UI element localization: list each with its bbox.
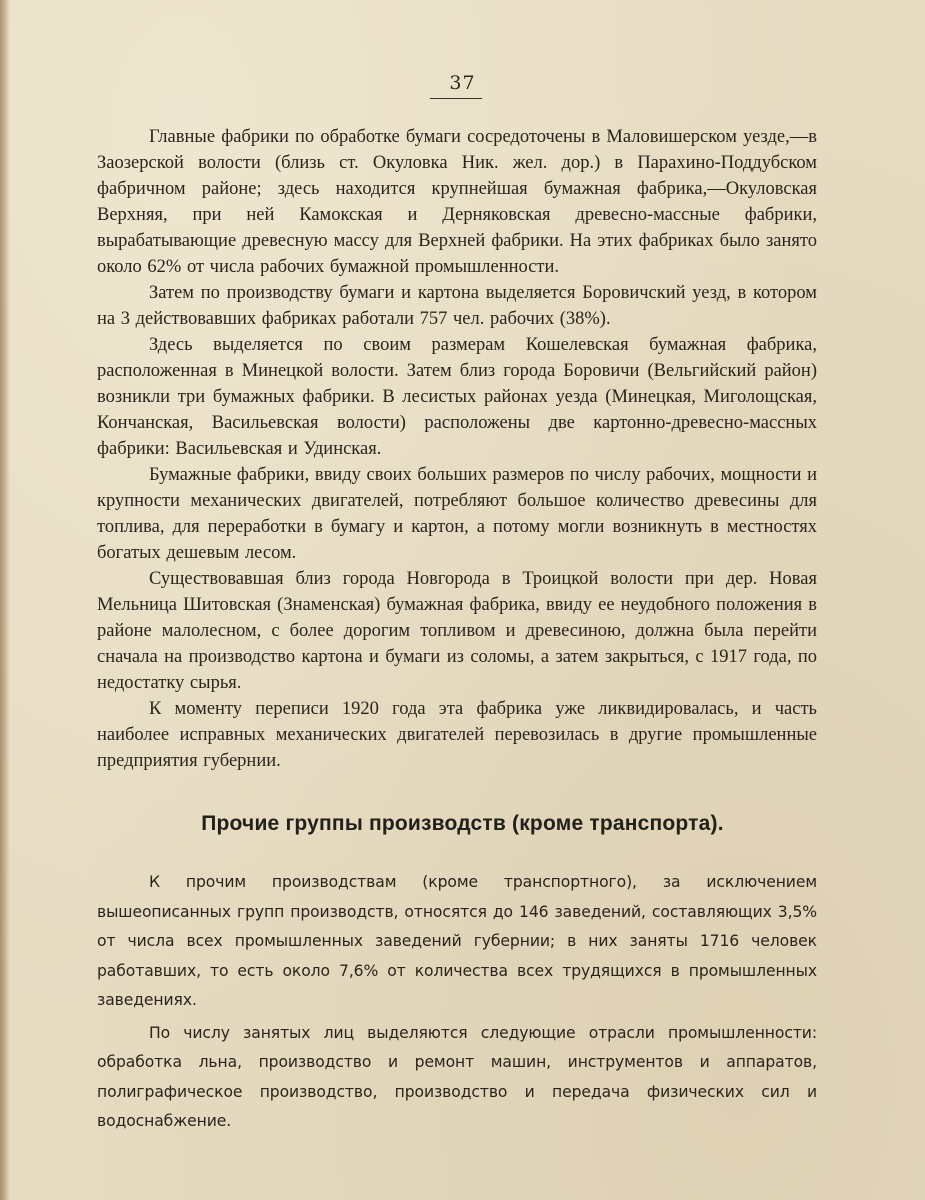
section-heading: Прочие группы производств (кроме транспорта).: [201, 812, 724, 835]
page-binding-edge: [0, 0, 10, 1200]
page-number: 37: [449, 72, 476, 94]
paragraph: Бумажные фабрики, ввиду своих больших размеров по числу рабочих, мощности и крупности механических двигателей, потребляют большое количество древесины для топлива, для переработки в бумагу и картон, а потому могли возникнуть в местностях богатых дешевым лесом.: [97, 465, 817, 563]
paragraph: Главные фабрики по обработке бумаги сосредоточены в Маловишерском уезде,—в Заозерской волости (близь ст. Окуловка Ник. жел. дор.) в Парахино-Поддубском фабричном районе; здесь находится крупнейшая бумажная фабрика,—Окуловская Верхняя, при ней Камокская и Дерняковская древесно-массные фабрики, вырабатывающие древесную массу для Верхней фабрики. На этих фабриках было занято около 62% от числа рабочих бумажной промышленности.: [97, 127, 817, 277]
paragraph: К прочим производствам (кроме транспортного), за исключением вышеописанных групп производств, относятся до 146 заведений, составляющих 3,5% от числа всех промышленных заведений губернии; в них заняты 1716 человек работавших, то есть около 7,6% от количества всех трудящихся в промышленных заведениях.: [97, 873, 817, 1009]
section-paper-industry: [97, 124, 817, 774]
paragraph: По числу занятых лиц выделяются следующие отрасли промышленности: обработка льна, производство и ремонт машин, инструментов и аппаратов, полиграфическое производство, производство и передача физических сил и водоснабжение.: [97, 1023, 817, 1130]
paragraph: К моменту переписи 1920 года эта фабрика уже ликвидировалась, и часть наиболее исправных механических двигателей перевозилась в другие промышленные предприятия губернии.: [97, 699, 817, 771]
page-number-rule: [430, 98, 482, 99]
paragraph: Существовавшая близ города Новгорода в Троицкой волости при дер. Новая Мельница Шитовская (Знаменская) бумажная фабрика, ввиду ее неудобного положения в районе малолесном, с более дорогим топливом и древесиною, должна была перейти сначала на производство картона и бумаги из соломы, а затем закрыться, с 1917 года, по недостатку сырья.: [97, 569, 817, 693]
paragraph: Здесь выделяется по своим размерам Кошелевская бумажная фабрика, расположенная в Минецкой волости. Затем близ города Боровичи (Вельгийский район) возникли три бумажных фабрики. В лесистых районах уезда (Минецкая, Миголощская, Кончанская, Васильевская волости) расположены две картонно-древесно-массных фабрики: Васильевская и Удинская.: [97, 335, 817, 459]
section-other-industries: [97, 868, 817, 1137]
paragraph: Затем по производству бумаги и картона выделяется Боровичский уезд, в котором на 3 действовавших фабриках работали 757 чел. рабочих (38%).: [97, 283, 817, 329]
